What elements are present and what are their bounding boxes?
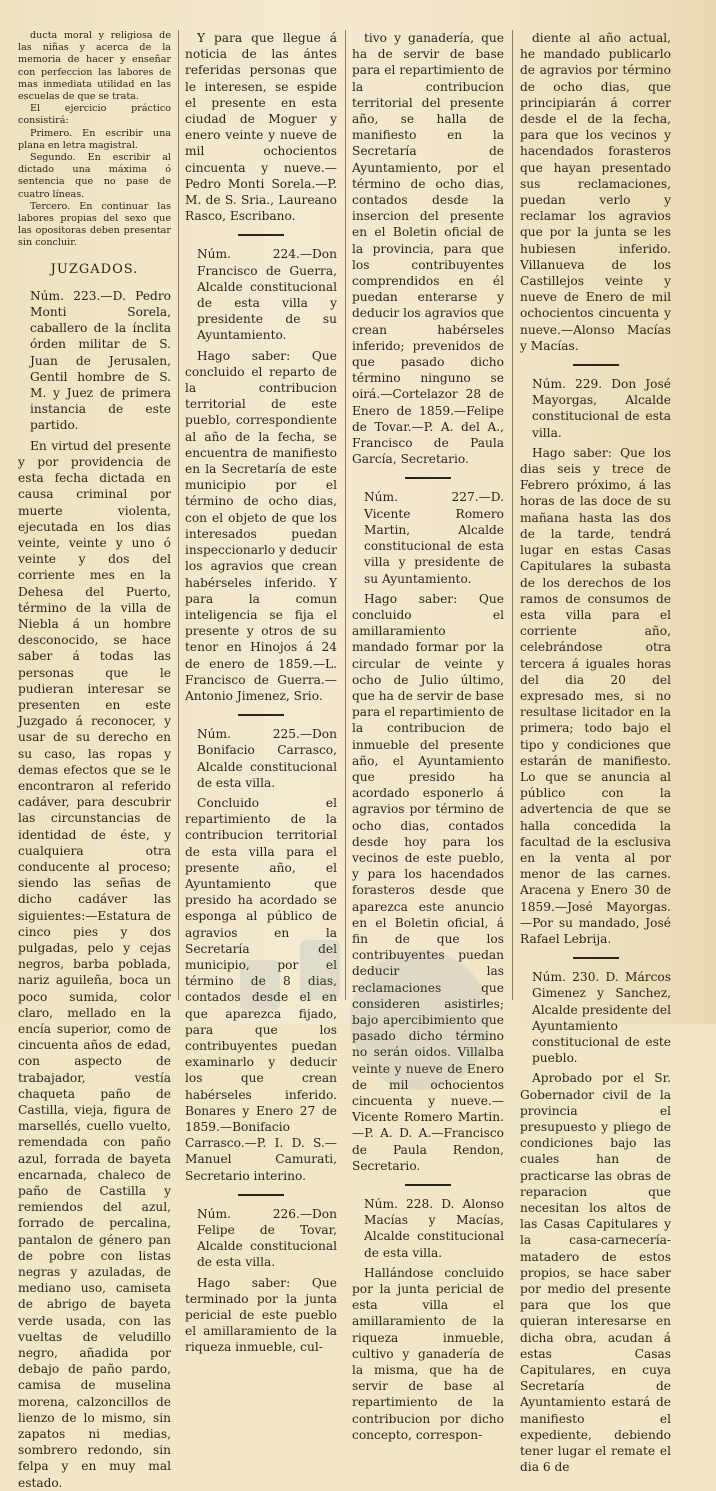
notice-paragraph: diente al año actual, he mandado publicarlo de agravios por término de ocho dias, que principiarán á correr desde el de la fecha, para que los vecinos y hacendados forasteros que hayan presentado sus reclamaciones, puedan verlo y reclamar los agravios que por la junta se les hubiesen inferido. Villanueva de los Castillejos veinte y nueve de Enero de mil ochocientos cincuenta y nueve.—Alonso Macías y Macías. — [520, 31, 671, 353]
notice-paragraph: tivo y ganadería, que ha de servir de base para el repartimiento de la contribucion territorial del presente año, se halla de manifiesto en la Secretaría de Ayuntamiento, por el término de ocho dias, contados desde la insercion del presente en el Boletin oficial de la provincia, para que los contribuyentes comprendidos en él puedan enterarse y deducir los agravios que crean habérseles inferido; prevenidos de que pasado dicho término ninguno se oirá.—Cortelazor 28 de Enero de 1859.—Felipe de Tovar.—P. A. del A., Francisco de Paula García, Secretario. — [352, 31, 504, 467]
section-separator — [238, 714, 284, 716]
column-4 — [520, 30, 671, 1475]
notice-paragraph: En virtud del presente y por providencia de esta fecha dictada en causa criminal por muerte violenta, ejecutada en los dias veinte, veinte y uno ó veinte y dos del corriente mes en la Dehesa del Puerto, término de la villa de Niebla á un hombre desconocido, se hace saber á todas las personas que le pudieran interesar se presenten en este Juzgado á reconocer, y usar de su derecho en su caso, las ropas y demas efectos que se le encontraron al referido cadáver, para descubrir las circunstancias de identidad de éste, y cualquiera otra conducente al proceso; siendo las señas de dicho cadáver las siguientes:—Estatura de cinco pies y dos pulgadas, pelo y cejas negros, barba poblada, nariz aguileña, boca un poco sumida, color claro, mellado en la encía superior, como de cincuenta años de edad, con aspecto de trabajador, vestía chaqueta paño de Castilla, vieja, figura de marsellés, cuello vuelto, remendada con paño azul, forrada de bayeta encarnada, chaleco de paño de Castilla y remiendos del azul, forrado de percalina, pantalon de género pan de pobre con listas negras y azuladas, de mediano uso, camiseta de abrigo de bayeta verde usada, con las vueltas de veludillo negro, añadida por debajo de paño pardo, camisa de muselina morena, calzoncillos de lienzo de lo mismo, sin zapatos ni medias, sombrero redondo, sin felpa y en muy mal estado. — [18, 438, 171, 1490]
notice-header: Núm. 230. D. Márcos Gimenez y Sanchez, Alcalde presidente del Ayuntamiento constitucional de este pueblo. — [532, 970, 671, 1066]
section-separator — [238, 1194, 284, 1196]
notice-line: Tercero. En continuar las labores propias del sexo que las opositoras deben presentar sin concluir. — [18, 200, 171, 249]
column-divider — [345, 30, 346, 1000]
notice-header: Núm. 229. Don José Mayorgas, Alcalde constitucional de esta villa. — [532, 377, 671, 440]
section-separator — [573, 957, 619, 959]
notice-line: Primero. En escribir una plana en letra magistral. — [18, 127, 171, 151]
notice-header: Núm. 225.—Don Bonifacio Carrasco, Alcalde constitucional de esta villa. — [197, 727, 337, 790]
notice-paragraph: Aprobado por el Sr. Gobernador civil de la provincia el presupuesto y pliego de condiciones bajo las cuales han de practicarse las obras de reparacion que necesitan los altos de las Casas Capitulares y la casa-carnecería-matadero de estos propios, se hace saber por medio del presente para que los que quieran interesarse en dicha obra, acudan á estas Casas Capitulares, en cuya Secretaría de Ayuntamiento estará de manifiesto el expediente, debiendo tener lugar el remate el dia 6 de — [520, 1071, 671, 1475]
notice-paragraph: Hago saber: Que concluido el reparto de la contribucion territorial de este pueblo, correspondiente al año de la fecha, se encuentra de manifiesto en la Secretaría de este municipio por el término de ocho dias, con el objeto de que los interesados puedan inspeccionarlo y deducir los agravios que crean habérseles inferido. Y para la comun inteligencia se fija el presente y otros de su tenor en Hinojos á 24 de enero de 1859.—L. Francisco de Guerra.—Antonio Jimenez, Srio. — [185, 348, 337, 703]
notice-line: El ejercicio práctico consistirá: — [18, 103, 171, 127]
column-divider — [178, 30, 179, 1000]
notice-header: Núm. 224.—Don Francisco de Guerra, Alcalde constitucional de esta villa y presidente de su Ayuntamiento. — [197, 247, 337, 343]
notice-header: Núm. 227.—D. Vicente Romero Martin, Alcalde constitucional de esta villa y presidente de su Ayuntamiento. — [364, 490, 504, 586]
notice-line: Segundo. En escribir al dictado una máxima ó sentencia que no pase de cuatro líneas. — [18, 152, 171, 200]
notice-paragraph: Hallándose concluido por la junta pericial de esta villa el amillaramiento de la riqueza inmueble, cultivo y ganadería de la misma, que ha de servir de base al repartimiento de la contribucion por dicho concepto, correspon- — [352, 1265, 504, 1442]
continued-notice-block — [18, 30, 171, 250]
notice-line: ducta moral y religiosa de las niñas y acerca de la memoria de hacer y enseñar con perfeccion las labores de mas inmediata utilidad en las escuelas de que se trata. — [18, 30, 171, 103]
notice-paragraph: Concluido el repartimiento de la contribucion territorial de esta villa para el presente año, el Ayuntamiento que presido ha acordado se esponga al público de agravios en la Secretaría del municipio, por el término de 8 dias, contados desde el en que aparezca fijado, para que los contribuyentes puedan examinarlo y deducir los que crean habérseles inferido. Bonares y Enero 27 de 1859.—Bonifacio Carrasco.—P. I. D. S.—Manuel Camurati, Secretario interino. — [185, 795, 337, 1183]
section-separator — [405, 477, 451, 479]
notice-paragraph: Hago saber: Que los dias seis y trece de Febrero próximo, á las horas de las doce de su mañana hasta las dos de la tarde, tendrá lugar en estas Casas Capitulares la subasta de los derechos de los ramos de consumos de esta villa para el corriente año, celebrándose otra tercera á iguales horas del dia 20 del expresado mes, si no resultase licitador en la primera; todo bajo el tipo y condiciones que estarán de manifiesto. Lo que se anuncia al público con la advertencia de que se halla concedida la facultad de la esclusiva en la venta al por menor de las carnes. Aracena y Enero 30 de 1859.—José Mayorgas.—Por su mandado, José Rafael Lebrija. — [520, 445, 671, 946]
section-heading: JUZGADOS. — [50, 261, 139, 277]
notice-paragraph: Hago saber: Que terminado por la junta pericial de este pueblo el amillaramiento de la riqueza inmueble, cul- — [185, 1275, 337, 1355]
column-2 — [185, 30, 337, 1355]
section-separator — [238, 234, 284, 236]
notice-header: Núm. 226.—Don Felipe de Tovar, Alcalde constitucional de esta villa. — [197, 1206, 337, 1270]
section-separator — [573, 364, 619, 366]
column-3 — [352, 30, 504, 1442]
column-1 — [18, 30, 171, 1490]
notice-paragraph: Hago saber: Que concluido el amillaramiento mandado formar por la circular de veinte y ocho de Julio último, que ha de servir de base para el repartimiento de la contribucion de inmueble del presente año, el Ayuntamiento que presido ha acordado esponerlo á agravios por término de ocho dias, contados desde hoy para los vecinos de este pueblo, y para los hacendados forasteros desde que aparezca este anuncio en el Boletin oficial, á fin de que los contribuyentes puedan deducir las reclamaciones que consideren asistirles; bajo apercibimiento que pasado dicho término no serán oidos. Villalba veinte y nueve de Enero de mil ochocientos cincuenta y nueve.—Vicente Romero Martin.—P. A. D. A.—Francisco de Paula Rendon, Secretario. — [352, 591, 504, 1173]
notice-paragraph: Y para que llegue á noticia de las ántes referidas personas que le interesen, se espide el presente en esta ciudad de Moguer y enero veinte y nueve de mil ochocientos cincuenta y nueve.—Pedro Monti Sorela.—P. M. de S. Sria., Laureano Rasco, Escribano. — [185, 31, 337, 224]
notice-header: Núm. 223.—D. Pedro Monti Sorela, caballero de la ínclita órden militar de S. Juan de Jerusalen, Gentil hombre de S. M. y Juez de primera instancia de este partido. — [30, 288, 171, 433]
section-separator — [405, 1184, 451, 1186]
notice-header: Núm. 228. D. Alonso Macías y Macías, Alcalde constitucional de esta villa. — [364, 1197, 504, 1260]
column-divider — [512, 30, 513, 1000]
